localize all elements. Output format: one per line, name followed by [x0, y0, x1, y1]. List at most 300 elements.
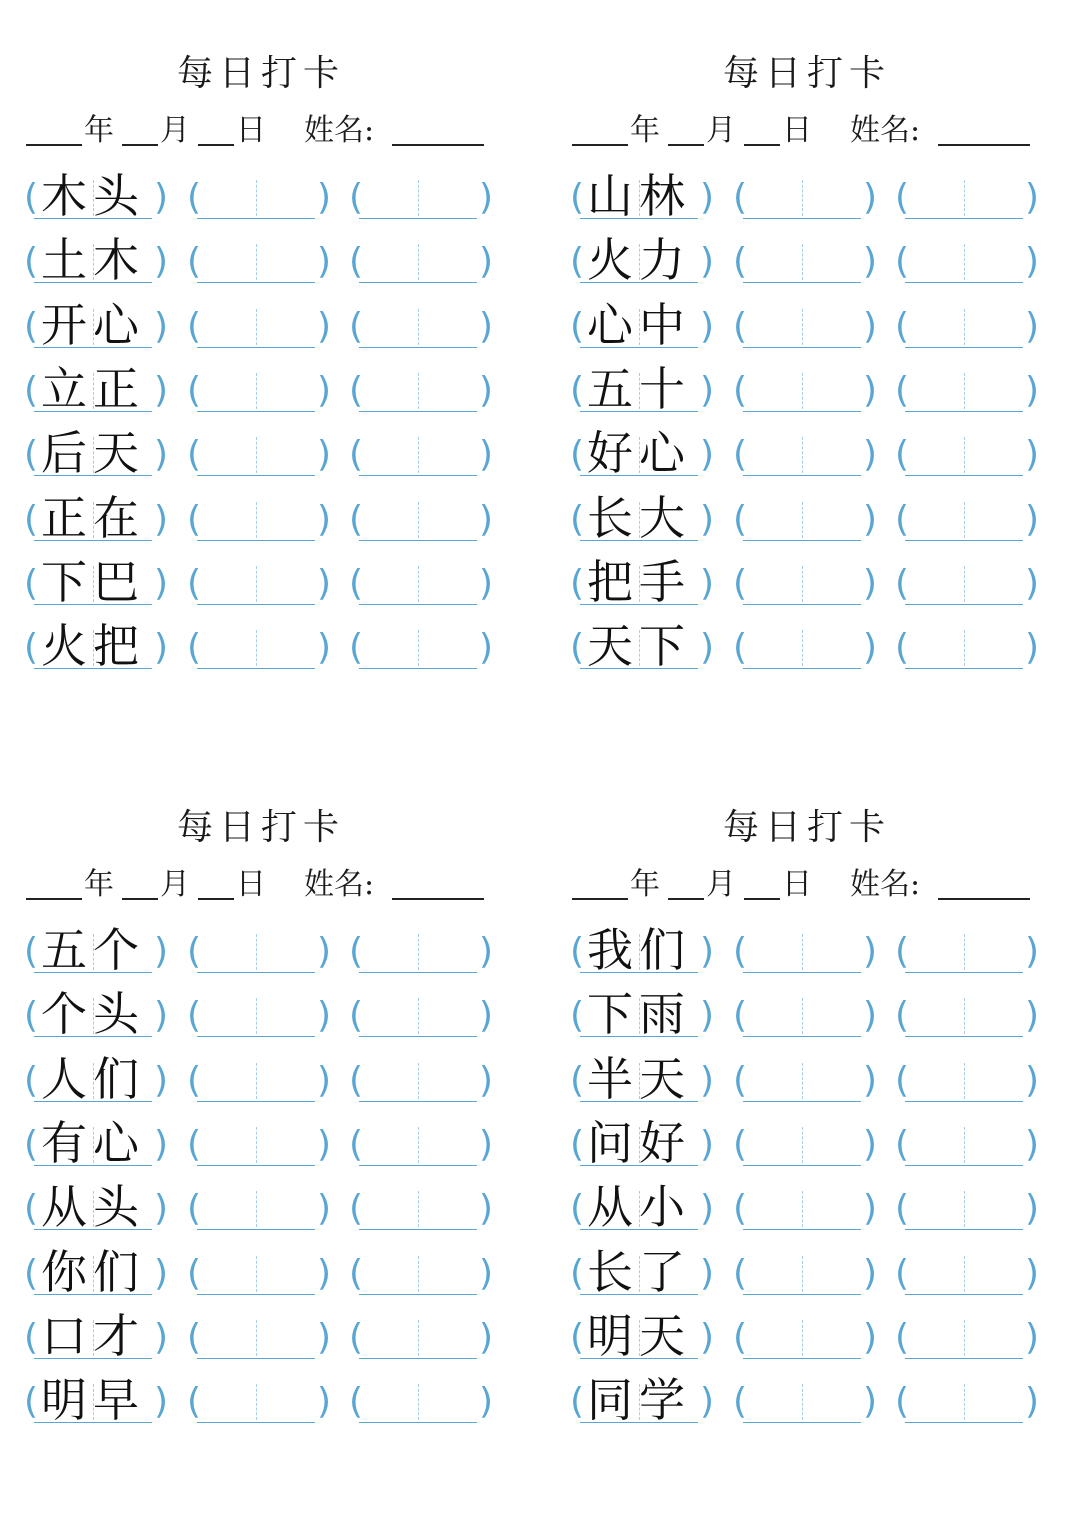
- practice-cell[interactable]: [905, 930, 1023, 973]
- cell-center-guide: [964, 309, 965, 345]
- left-paren: (: [895, 1123, 910, 1165]
- vocab-word: 山林: [587, 169, 691, 223]
- practice-cell[interactable]: [197, 240, 315, 283]
- practice-cell[interactable]: [743, 562, 861, 605]
- left-paren: (: [895, 434, 910, 476]
- word-row: [572, 299, 1042, 351]
- vocab-word: 天下: [587, 619, 691, 674]
- practice-cell[interactable]: [743, 930, 861, 973]
- word-cell: [34, 490, 152, 545]
- practice-cell[interactable]: [197, 1059, 315, 1102]
- practice-cell[interactable]: [743, 433, 861, 476]
- cell-center-guide: [802, 934, 803, 970]
- right-paren: ): [479, 562, 494, 604]
- right-paren: ): [479, 931, 494, 972]
- left-paren: (: [570, 241, 585, 283]
- right-paren: ): [154, 241, 169, 283]
- practice-cell[interactable]: [743, 305, 861, 348]
- practice-cell[interactable]: [359, 433, 477, 476]
- practice-cell[interactable]: [905, 369, 1023, 412]
- name-blank[interactable]: [938, 898, 1030, 900]
- left-paren: (: [570, 1123, 585, 1165]
- card-title: 每日打卡: [722, 53, 891, 94]
- left-paren: (: [349, 498, 364, 540]
- left-paren: (: [570, 627, 585, 669]
- vocab-word: 问好: [587, 1115, 691, 1170]
- date-name-header: [26, 868, 496, 904]
- cell-center-guide: [802, 998, 803, 1034]
- practice-cell[interactable]: [905, 433, 1023, 476]
- word-cell: [34, 233, 152, 288]
- vocab-word: 火把: [41, 619, 145, 674]
- cell-center-guide: [964, 1320, 965, 1356]
- left-paren: (: [349, 1123, 364, 1165]
- left-paren: (: [24, 177, 39, 218]
- left-paren: (: [570, 1059, 585, 1101]
- name-blank[interactable]: [938, 144, 1030, 146]
- right-paren: ): [317, 305, 332, 347]
- vocab-word: 把手: [587, 554, 691, 609]
- cell-center-guide: [964, 1127, 965, 1163]
- practice-cell[interactable]: [359, 1380, 477, 1423]
- practice-cell[interactable]: [905, 240, 1023, 283]
- right-paren: ): [317, 931, 332, 972]
- left-paren: (: [349, 241, 364, 283]
- right-paren: ): [700, 177, 715, 218]
- right-paren: ): [863, 1316, 878, 1358]
- word-row: [572, 620, 1042, 672]
- word-row: [26, 299, 496, 351]
- left-paren: (: [895, 627, 910, 669]
- practice-cell[interactable]: [197, 305, 315, 348]
- left-paren: (: [733, 1381, 748, 1423]
- left-paren: (: [895, 1252, 910, 1294]
- cell-center-guide: [964, 1384, 965, 1420]
- practice-cell[interactable]: [359, 562, 477, 605]
- cell-center-guide: [418, 566, 419, 602]
- vocab-word: 从小: [587, 1180, 691, 1235]
- cell-center-guide: [256, 1127, 257, 1163]
- year-blank[interactable]: [26, 898, 82, 900]
- practice-cell[interactable]: [743, 1252, 861, 1295]
- left-paren: (: [187, 1123, 202, 1165]
- left-paren: (: [895, 241, 910, 283]
- right-paren: ): [1025, 995, 1040, 1037]
- vocab-word: 你们: [41, 1244, 145, 1299]
- left-paren: (: [733, 369, 748, 411]
- month-label: 月: [706, 867, 736, 902]
- left-paren: (: [733, 931, 748, 972]
- right-paren: ): [479, 995, 494, 1037]
- practice-cell[interactable]: [905, 1187, 1023, 1230]
- card-title: 每日打卡: [176, 53, 345, 94]
- right-paren: ): [863, 627, 878, 669]
- left-paren: (: [733, 1252, 748, 1294]
- practice-cell[interactable]: [743, 1187, 861, 1230]
- year-blank[interactable]: [572, 898, 628, 900]
- practice-cell[interactable]: [905, 1059, 1023, 1102]
- word-cell: [580, 1115, 698, 1170]
- word-row: [26, 234, 496, 286]
- practice-cell[interactable]: [359, 1059, 477, 1102]
- left-paren: (: [349, 1188, 364, 1230]
- practice-cell[interactable]: [197, 562, 315, 605]
- practice-cell[interactable]: [359, 498, 477, 541]
- left-paren: (: [570, 369, 585, 411]
- right-paren: ): [317, 1123, 332, 1165]
- practice-cell[interactable]: [359, 626, 477, 669]
- right-paren: ): [317, 241, 332, 283]
- vocab-word: 有心: [41, 1115, 145, 1170]
- left-paren: (: [895, 995, 910, 1037]
- word-row: [26, 363, 496, 415]
- right-paren: ): [154, 177, 169, 218]
- practice-cell[interactable]: [359, 1316, 477, 1359]
- left-paren: (: [187, 1252, 202, 1294]
- right-paren: ): [1025, 931, 1040, 972]
- practice-cell[interactable]: [197, 1380, 315, 1423]
- practice-cell[interactable]: [743, 1059, 861, 1102]
- right-paren: ): [1025, 369, 1040, 411]
- cell-center-guide: [964, 566, 965, 602]
- practice-cell[interactable]: [197, 930, 315, 973]
- left-paren: (: [733, 1188, 748, 1230]
- right-paren: ): [154, 434, 169, 476]
- month-blank[interactable]: [122, 144, 158, 146]
- year-blank[interactable]: [572, 144, 628, 146]
- left-paren: (: [733, 1316, 748, 1358]
- right-paren: ): [154, 369, 169, 411]
- right-paren: ): [479, 1123, 494, 1165]
- left-paren: (: [24, 434, 39, 476]
- cell-center-guide: [802, 1191, 803, 1227]
- word-cell: [34, 1115, 152, 1170]
- practice-cell[interactable]: [359, 1252, 477, 1295]
- word-row: [26, 620, 496, 672]
- cell-center-guide: [418, 1384, 419, 1420]
- cell-center-guide: [964, 630, 965, 666]
- cell-center-guide: [256, 566, 257, 602]
- left-paren: (: [733, 1123, 748, 1165]
- cell-center-guide: [256, 1320, 257, 1356]
- practice-cell[interactable]: [359, 176, 477, 219]
- practice-cell[interactable]: [359, 240, 477, 283]
- practice-cell[interactable]: [743, 1316, 861, 1359]
- practice-cell[interactable]: [197, 1252, 315, 1295]
- cell-center-guide: [802, 244, 803, 280]
- practice-cell[interactable]: [905, 994, 1023, 1037]
- cell-center-guide: [802, 566, 803, 602]
- practice-cell[interactable]: [197, 176, 315, 219]
- right-paren: ): [154, 1123, 169, 1165]
- practice-cell[interactable]: [905, 562, 1023, 605]
- cell-center-guide: [964, 437, 965, 473]
- word-row: [26, 1181, 496, 1233]
- name-blank[interactable]: [392, 898, 484, 900]
- day-blank[interactable]: [198, 144, 234, 146]
- word-row: [26, 427, 496, 479]
- left-paren: (: [570, 562, 585, 604]
- right-paren: ): [154, 562, 169, 604]
- right-paren: ): [863, 1188, 878, 1230]
- left-paren: (: [733, 498, 748, 540]
- left-paren: (: [733, 177, 748, 218]
- cell-center-guide: [418, 1320, 419, 1356]
- right-paren: ): [1025, 1316, 1040, 1358]
- practice-cell[interactable]: [197, 498, 315, 541]
- cell-center-guide: [418, 630, 419, 666]
- date-name-header: [572, 114, 1042, 150]
- word-row: [572, 234, 1042, 286]
- date-name-header: [26, 114, 496, 150]
- vocab-word: 明早: [41, 1373, 145, 1428]
- word-row: [572, 924, 1042, 976]
- cell-center-guide: [256, 244, 257, 280]
- practice-cell[interactable]: [743, 498, 861, 541]
- right-paren: ): [700, 627, 715, 669]
- word-cell: [34, 169, 152, 223]
- month-blank[interactable]: [122, 898, 158, 900]
- vocab-word: 长了: [587, 1244, 691, 1299]
- word-row: [572, 170, 1042, 222]
- name-label: 姓名:: [304, 867, 375, 902]
- left-paren: (: [24, 1316, 39, 1358]
- right-paren: ): [700, 434, 715, 476]
- cell-center-guide: [802, 437, 803, 473]
- day-blank[interactable]: [744, 144, 780, 146]
- name-label: 姓名:: [304, 113, 375, 148]
- practice-cell[interactable]: [197, 1123, 315, 1166]
- cell-center-guide: [964, 502, 965, 538]
- month-label: 月: [160, 113, 190, 148]
- left-paren: (: [349, 434, 364, 476]
- word-cell: [34, 554, 152, 609]
- cell-center-guide: [802, 1320, 803, 1356]
- right-paren: ): [700, 241, 715, 283]
- word-cell: [34, 297, 152, 352]
- left-paren: (: [349, 562, 364, 604]
- left-paren: (: [733, 627, 748, 669]
- right-paren: ): [700, 369, 715, 411]
- left-paren: (: [349, 1316, 364, 1358]
- right-paren: ): [317, 498, 332, 540]
- left-paren: (: [24, 241, 39, 283]
- word-row: [572, 1310, 1042, 1362]
- word-row: [572, 1053, 1042, 1105]
- right-paren: ): [317, 1381, 332, 1423]
- right-paren: ): [700, 1252, 715, 1294]
- practice-cell[interactable]: [743, 994, 861, 1037]
- practice-cell[interactable]: [197, 626, 315, 669]
- practice-cell[interactable]: [359, 305, 477, 348]
- practice-cell[interactable]: [359, 930, 477, 973]
- right-paren: ): [479, 369, 494, 411]
- left-paren: (: [349, 1381, 364, 1423]
- left-paren: (: [187, 562, 202, 604]
- left-paren: (: [895, 1059, 910, 1101]
- practice-cell[interactable]: [197, 1316, 315, 1359]
- day-blank[interactable]: [744, 898, 780, 900]
- word-cell: [580, 987, 698, 1042]
- left-paren: (: [733, 305, 748, 347]
- vocab-word: 人们: [41, 1051, 145, 1106]
- right-paren: ): [863, 931, 878, 972]
- right-paren: ): [863, 1123, 878, 1165]
- practice-cell[interactable]: [359, 994, 477, 1037]
- vocab-word: 心中: [587, 297, 691, 352]
- right-paren: ): [1025, 1381, 1040, 1423]
- word-cell: [34, 1373, 152, 1428]
- cell-center-guide: [418, 1256, 419, 1292]
- cell-center-guide: [418, 1191, 419, 1227]
- practice-cell[interactable]: [743, 626, 861, 669]
- practice-cell[interactable]: [359, 1123, 477, 1166]
- cell-center-guide: [418, 244, 419, 280]
- left-paren: (: [733, 995, 748, 1037]
- right-paren: ): [863, 434, 878, 476]
- vocab-word: 火力: [587, 233, 691, 288]
- right-paren: ): [863, 241, 878, 283]
- name-blank[interactable]: [392, 144, 484, 146]
- cell-center-guide: [256, 502, 257, 538]
- practice-cell[interactable]: [743, 369, 861, 412]
- right-paren: ): [479, 1316, 494, 1358]
- practice-cell[interactable]: [743, 1123, 861, 1166]
- left-paren: (: [24, 931, 39, 972]
- cell-center-guide: [418, 309, 419, 345]
- practice-cell[interactable]: [905, 1380, 1023, 1423]
- word-cell: [34, 619, 152, 674]
- left-paren: (: [24, 1252, 39, 1294]
- word-cell: [34, 1308, 152, 1363]
- right-paren: ): [863, 1252, 878, 1294]
- word-row: [572, 556, 1042, 608]
- practice-cell[interactable]: [197, 433, 315, 476]
- word-row: [26, 556, 496, 608]
- left-paren: (: [187, 434, 202, 476]
- left-paren: (: [733, 1059, 748, 1101]
- practice-cell[interactable]: [197, 994, 315, 1037]
- right-paren: ): [154, 1316, 169, 1358]
- cell-center-guide: [418, 502, 419, 538]
- month-blank[interactable]: [668, 144, 704, 146]
- cell-center-guide: [418, 1063, 419, 1099]
- right-paren: ): [317, 1059, 332, 1101]
- right-paren: ): [700, 995, 715, 1037]
- month-blank[interactable]: [668, 898, 704, 900]
- month-label: 月: [706, 113, 736, 148]
- vocab-word: 开心: [41, 297, 145, 352]
- word-row: [572, 427, 1042, 479]
- practice-cell[interactable]: [905, 498, 1023, 541]
- practice-cell[interactable]: [359, 1187, 477, 1230]
- day-blank[interactable]: [198, 898, 234, 900]
- word-cell: [34, 1051, 152, 1106]
- right-paren: ): [1025, 498, 1040, 540]
- vocab-word: 长大: [587, 490, 691, 545]
- cell-center-guide: [256, 373, 257, 409]
- left-paren: (: [349, 931, 364, 972]
- right-paren: ): [154, 1188, 169, 1230]
- right-paren: ): [479, 1252, 494, 1294]
- right-paren: ): [700, 562, 715, 604]
- word-row: [26, 492, 496, 544]
- right-paren: ): [1025, 1252, 1040, 1294]
- word-cell: [34, 923, 152, 977]
- word-row: [572, 1246, 1042, 1298]
- left-paren: (: [187, 305, 202, 347]
- practice-cell[interactable]: [905, 626, 1023, 669]
- right-paren: ): [154, 995, 169, 1037]
- practice-cell[interactable]: [905, 305, 1023, 348]
- word-cell: [580, 426, 698, 481]
- vocab-word: 木头: [41, 169, 145, 223]
- right-paren: ): [479, 305, 494, 347]
- right-paren: ): [154, 1059, 169, 1101]
- word-row: [26, 170, 496, 222]
- practice-cell[interactable]: [197, 369, 315, 412]
- practice-cell[interactable]: [743, 1380, 861, 1423]
- right-paren: ): [863, 498, 878, 540]
- left-paren: (: [570, 305, 585, 347]
- word-cell: [580, 169, 698, 223]
- practice-cell[interactable]: [905, 1123, 1023, 1166]
- right-paren: ): [863, 562, 878, 604]
- practice-cell[interactable]: [197, 1187, 315, 1230]
- left-paren: (: [349, 369, 364, 411]
- left-paren: (: [733, 241, 748, 283]
- right-paren: ): [317, 995, 332, 1037]
- practice-cell[interactable]: [905, 176, 1023, 219]
- right-paren: ): [863, 369, 878, 411]
- left-paren: (: [570, 434, 585, 476]
- cell-center-guide: [418, 998, 419, 1034]
- word-row: [26, 1310, 496, 1362]
- right-paren: ): [479, 434, 494, 476]
- left-paren: (: [187, 627, 202, 669]
- cell-center-guide: [964, 1063, 965, 1099]
- practice-cell[interactable]: [743, 240, 861, 283]
- right-paren: ): [154, 931, 169, 972]
- cell-center-guide: [256, 934, 257, 970]
- left-paren: (: [187, 369, 202, 411]
- right-paren: ): [479, 1059, 494, 1101]
- practice-cell[interactable]: [743, 176, 861, 219]
- vocab-word: 后天: [41, 426, 145, 481]
- word-row: [26, 924, 496, 976]
- name-label: 姓名:: [850, 113, 921, 148]
- practice-cell[interactable]: [359, 369, 477, 412]
- right-paren: ): [479, 177, 494, 218]
- left-paren: (: [733, 562, 748, 604]
- cell-center-guide: [256, 1063, 257, 1099]
- left-paren: (: [570, 177, 585, 218]
- practice-cell[interactable]: [905, 1316, 1023, 1359]
- practice-cell[interactable]: [905, 1252, 1023, 1295]
- cell-center-guide: [256, 180, 257, 216]
- word-row: [572, 988, 1042, 1040]
- right-paren: ): [479, 1188, 494, 1230]
- word-row: [572, 1181, 1042, 1233]
- word-row: [26, 1246, 496, 1298]
- word-cell: [34, 987, 152, 1042]
- left-paren: (: [570, 1316, 585, 1358]
- right-paren: ): [317, 1188, 332, 1230]
- year-blank[interactable]: [26, 144, 82, 146]
- left-paren: (: [24, 369, 39, 411]
- cell-center-guide: [964, 998, 965, 1034]
- vocab-word: 明天: [587, 1308, 691, 1363]
